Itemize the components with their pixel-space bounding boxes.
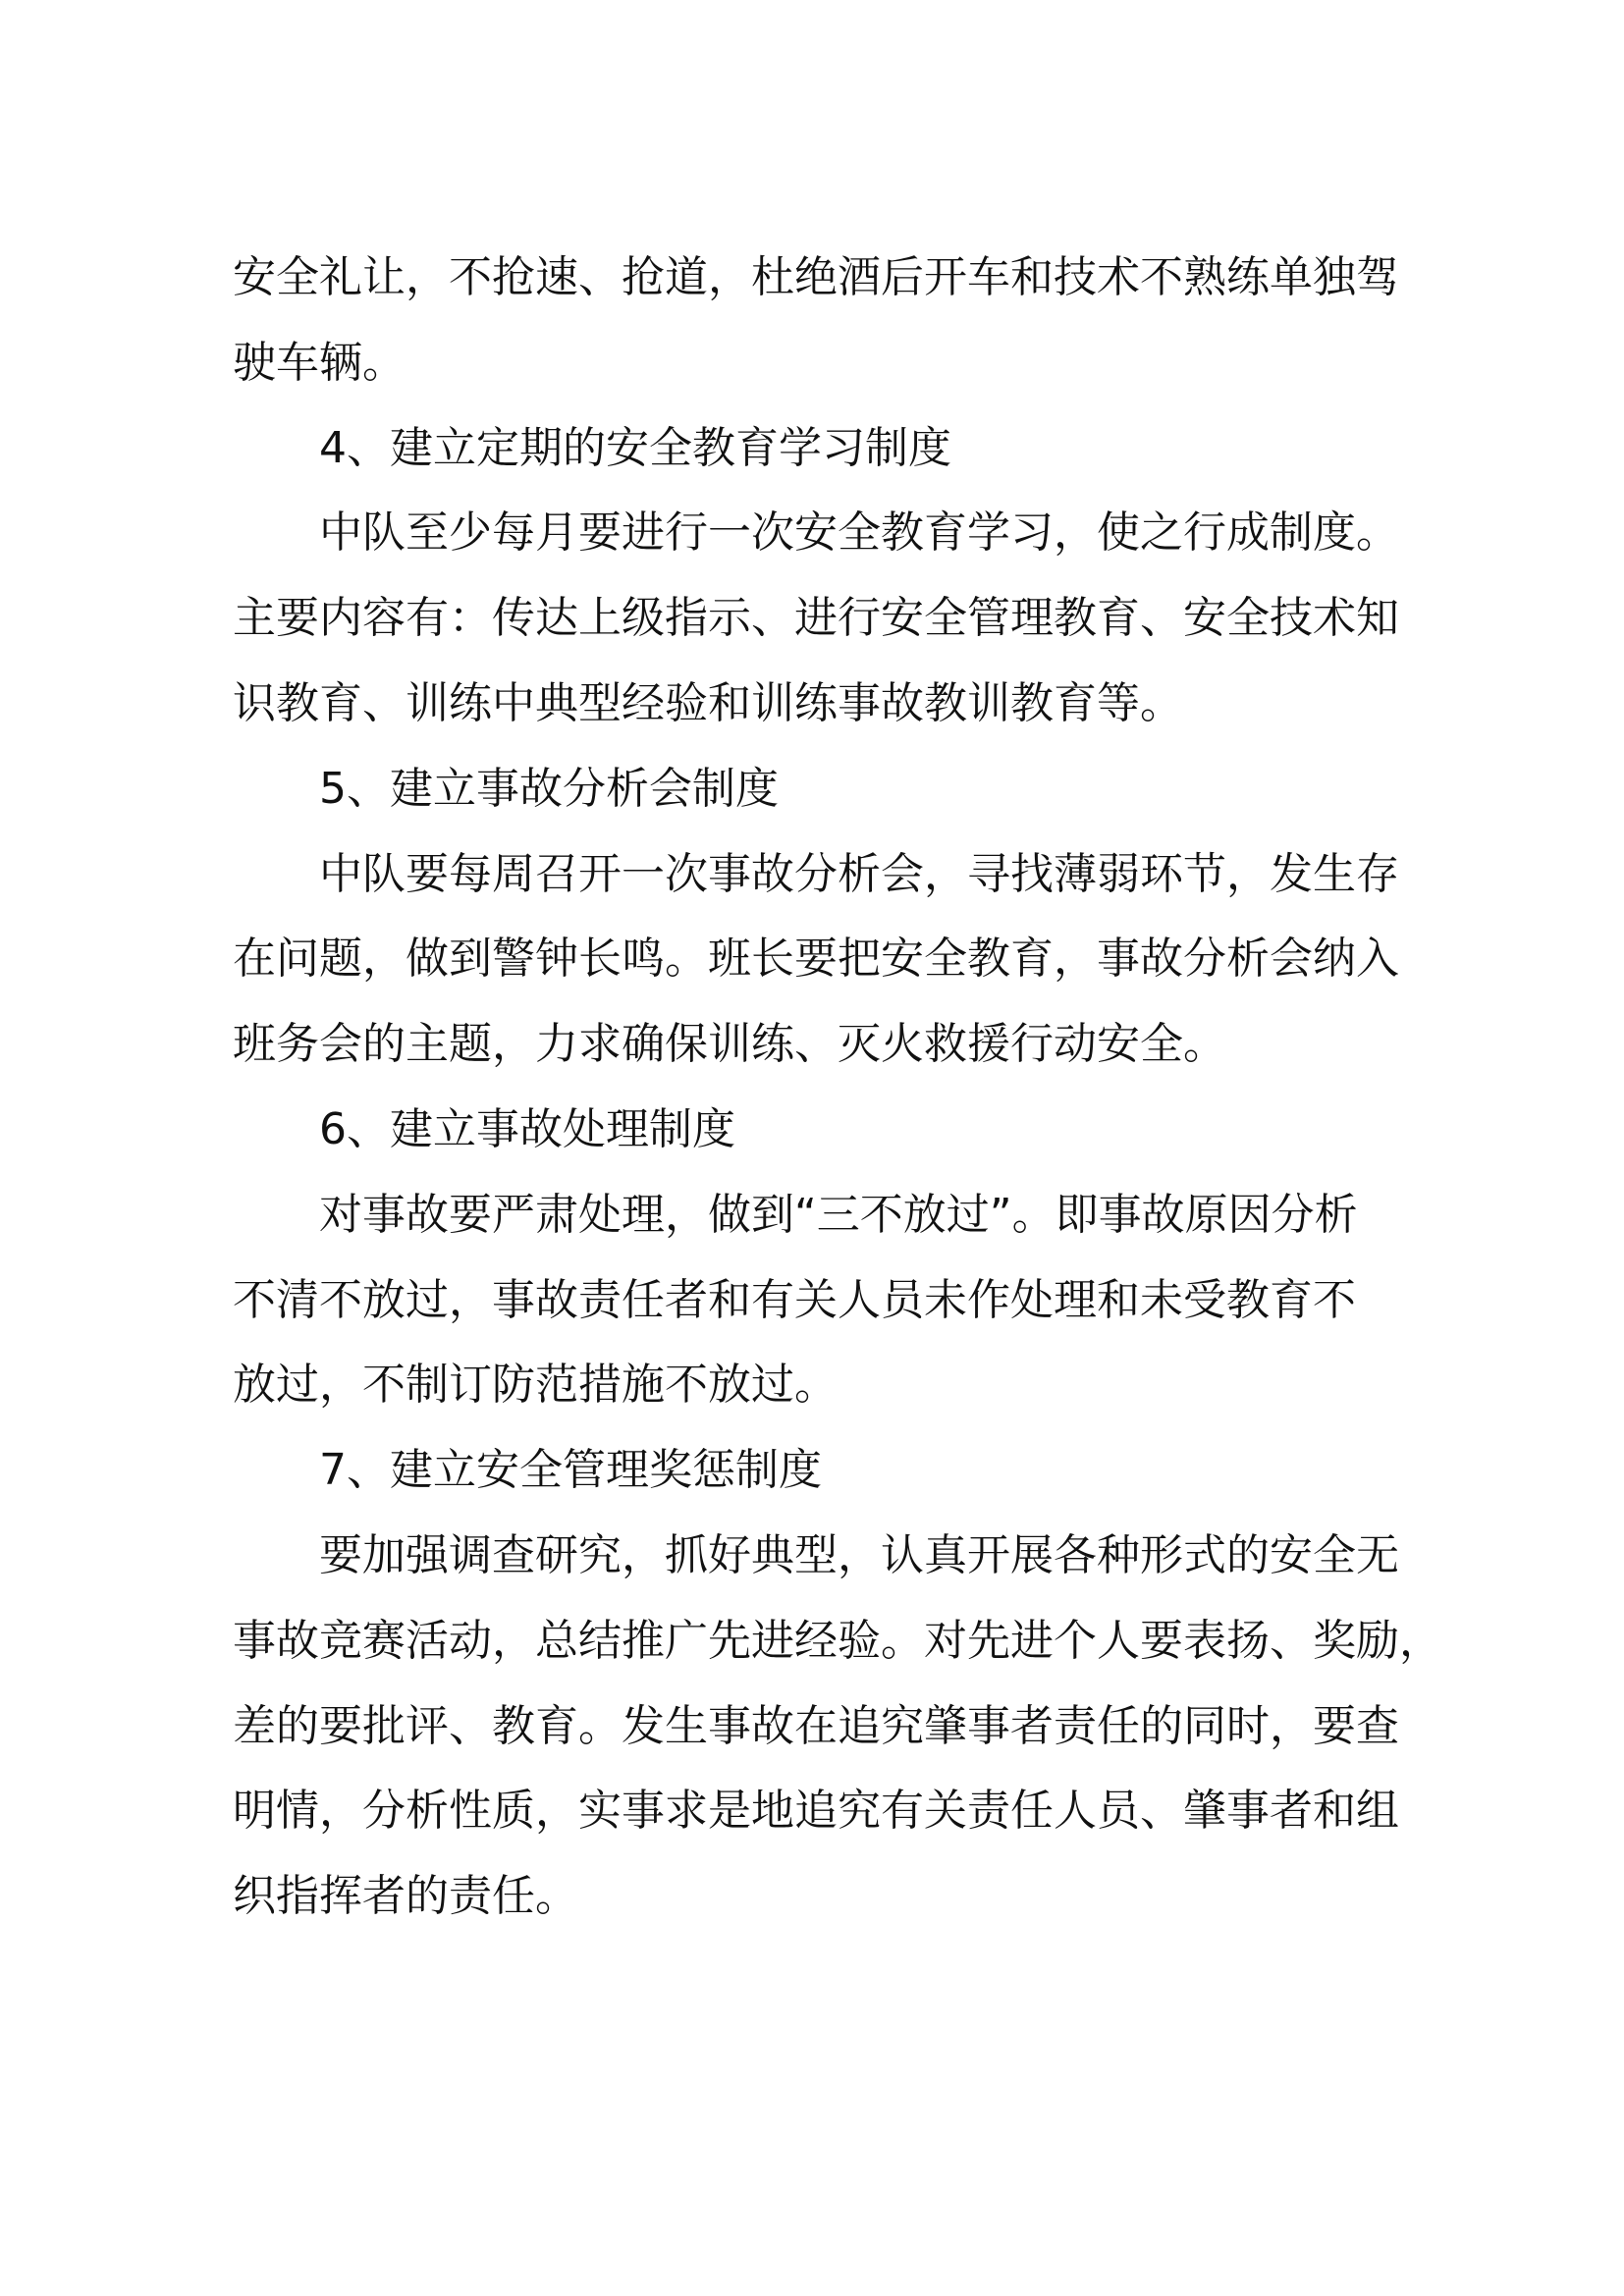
section-heading-5: 5、建立事故分析会制度: [319, 763, 779, 814]
text-line: 明情，分析性质，实事求是地追究有关责任人员、肇事者和组: [233, 1786, 1399, 1837]
text-line: 驶车辆。: [233, 337, 406, 388]
text-line: 安全礼让，不抢速、抢道，杜绝酒后开车和技术不熟练单独驾: [233, 252, 1399, 302]
section-heading-4: 4、建立定期的安全教育学习制度: [319, 422, 951, 473]
text-line: 在问题，做到警钟长鸣。班长要把安全教育，事故分析会纳入: [233, 934, 1399, 985]
text-line: 中队至少每月要进行一次安全教育学习，使之行成制度。: [319, 507, 1399, 559]
text-line: 要加强调查研究，抓好典型，认真开展各种形式的安全无: [319, 1529, 1399, 1580]
text-line: 识教育、训练中典型经验和训练事故教训教育等。: [233, 677, 1183, 728]
text-line: 差的要批评、教育。发生事故在追究肇事者责任的同时，要查: [233, 1700, 1399, 1751]
text-line: 班务会的主题，力求确保训练、灭火救援行动安全。: [233, 1019, 1226, 1070]
section-heading-7: 7、建立安全管理奖惩制度: [319, 1445, 822, 1496]
text-line: 事故竞赛活动，总结推广先进经验。对先进个人要表扬、奖励，: [233, 1615, 1442, 1666]
text-line: 放过，不制订防范措施不放过。: [233, 1360, 838, 1411]
text-line: 中队要每周召开一次事故分析会，寻找薄弱环节，发生存: [319, 848, 1399, 899]
section-heading-6: 6、建立事故处理制度: [319, 1103, 735, 1154]
document-page: [233, 236, 1442, 1940]
text-line: 织指挥者的责任。: [233, 1871, 578, 1922]
text-line: 对事故要严肃处理，做到“三不放过”。即事故原因分析: [319, 1189, 1358, 1240]
text-line: 主要内容有：传达上级指示、进行安全管理教育、安全技术知: [233, 593, 1399, 644]
text-line: 不清不放过，事故责任者和有关人员未作处理和未受教育不: [233, 1274, 1356, 1325]
